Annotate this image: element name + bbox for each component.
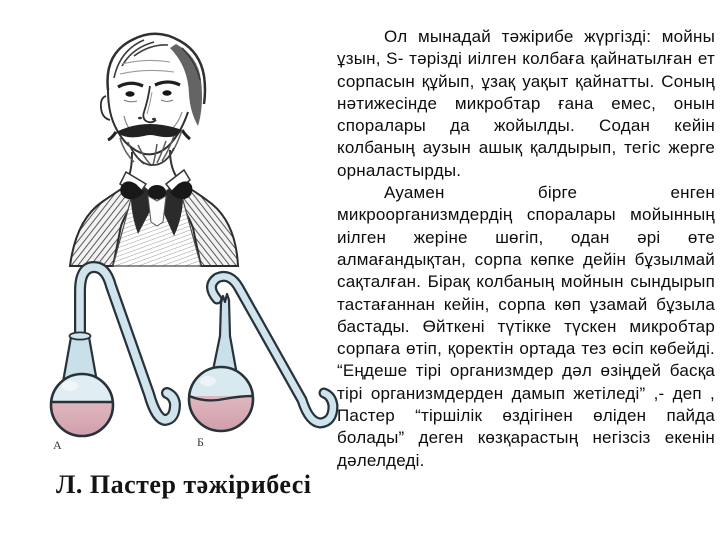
flask-b-label: Б [197,435,204,449]
portrait-bow-tie [120,181,192,199]
flask-a-label: А [53,438,62,452]
louis-pasteur-portrait-image [58,14,250,270]
flask-a [51,267,175,452]
flask-b-broth [189,396,253,431]
paragraph-1: Ол мынадай тәжірибе жүргізді: мойны ұзын, S- тәрізді иілген колбаға қайнатылған ет сорпасын құйып, ұзақ уақыт қайнатты. Соның нәтижесінде микробтар ғана емес, онын споралары да жойылды. Содан кейін колбаның аузын ашық қалдырып, тегіс жерге орналастырды. [337,27,715,180]
figure-caption: Л. Пастер тәжірибесі [56,470,312,499]
swan-neck-flasks-illustration [10,255,350,455]
paragraph-2: Ауамен бірге енген микроорганизмдердің споралары мойынның иілген жеріне шөгіп, одан әрі өте алмағандықтан, сорпа көпке дейін бұзылмай сақталған. Бірақ колбаның мойнын сындырып тастағаннан кейін, сорпа көп ұзамай бұзыла бастады. Өйткені түтікке түскен микробтар сорпаға өтіп, қоректін ортада тез өсіп көбейді. “Еңдеше тірі организмдер дәл өзіңдей басқа тірі организмдерден дамып жетіледі” ,- деп , Пастер “тіршілік өздігінен өліден пайда болады” деген көзқарастың негізсіз екенін дәлелдеді. [337,183,715,470]
flask-b-jagged-neck [212,294,237,375]
flask-b [189,276,333,449]
flask-a-broth [51,402,113,437]
body-text [337,26,715,472]
portrait-head [101,34,205,165]
